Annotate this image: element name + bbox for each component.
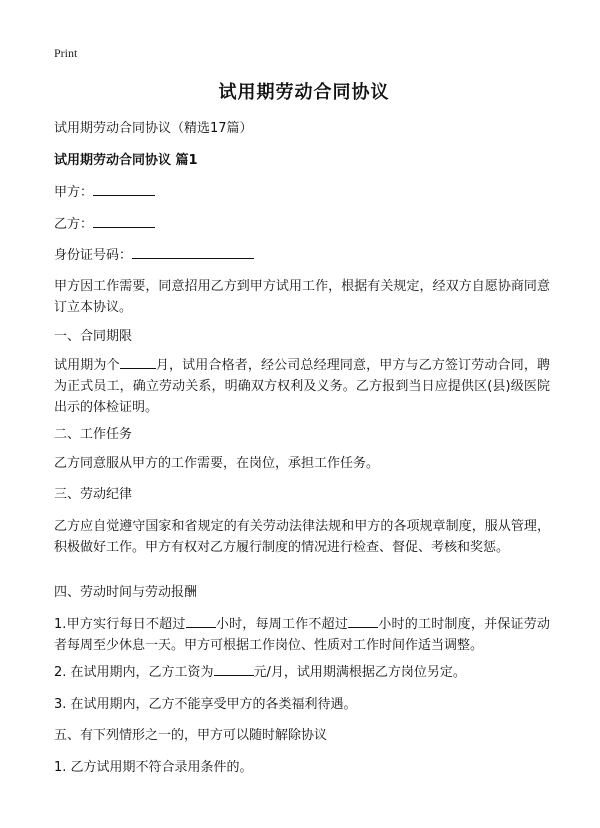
daily-hours-blank <box>186 614 216 628</box>
party-b-blank <box>93 214 155 228</box>
document-title: 试用期劳动合同协议 <box>218 82 390 103</box>
id-number-label: 身份证号码： <box>54 248 133 263</box>
probation-months-blank <box>120 355 156 369</box>
section-4-item-2 <box>54 662 550 683</box>
id-number-line <box>54 245 550 266</box>
party-b-line <box>54 214 550 235</box>
party-a-line <box>54 182 550 203</box>
section-2-heading: 二、工作任务 <box>54 427 133 442</box>
section-4-item-2-text-b: 元/月，试用期满根据乙方岗位另定。 <box>253 665 466 680</box>
section-1-paragraph <box>54 355 550 418</box>
section-5-item-1: 1. 乙方试用期不符合录用条件的。 <box>54 760 253 775</box>
section-1-text-b: 月，试用合格者，经公司总经理同意，甲方与乙方签订劳动合同，聘为正式员工，确立劳动关系，明确双方权利及义务。乙方报到当日应提供区(县)级医院出示的体检证明。 <box>54 358 550 415</box>
print-link[interactable]: Print <box>54 46 78 60</box>
intro-paragraph: 甲方因工作需要，同意招用乙方到甲方试用工作，根据有关规定，经双方自愿协商同意订立本协议。 <box>54 279 550 315</box>
id-number-blank <box>132 245 254 259</box>
section-4-item-1 <box>54 614 550 656</box>
section-5-heading: 五、有下列情形之一的，甲方可以随时解除协议 <box>54 728 328 743</box>
section-4-item-1-text-a: 1.甲方实行每日不超过 <box>54 617 186 632</box>
section-4-heading: 四、劳动时间与劳动报酬 <box>54 585 198 600</box>
salary-blank <box>214 662 254 676</box>
section-4-item-1-text-c: 小时的工时制度，并保证劳动者每周至少休息一天。甲方可根据工作岗位、性质对工作时间作适当调整。 <box>54 617 550 653</box>
section-3-heading: 三、劳动纪律 <box>54 487 133 502</box>
section-4-item-2-text-a: 2. 在试用期内，乙方工资为 <box>54 665 214 680</box>
document-subtitle: 试用期劳动合同协议（精选17篇） <box>54 121 253 136</box>
weekly-hours-blank <box>348 614 378 628</box>
section-4-item-3: 3. 在试用期内，乙方不能享受甲方的各类福利待遇。 <box>54 697 357 712</box>
section-2-paragraph: 乙方同意服从甲方的工作需要，在岗位，承担工作任务。 <box>54 456 380 471</box>
section-1-text-a: 试用期为个 <box>54 358 120 373</box>
article-heading: 试用期劳动合同协议 篇1 <box>54 153 198 168</box>
section-3-paragraph: 乙方应自觉遵守国家和省规定的有关劳动法律法规和甲方的各项规章制度，服从管理，积极做好工作。甲方有权对乙方履行制度的情况进行检查、督促、考核和奖惩。 <box>54 519 550 555</box>
section-1-heading: 一、合同期限 <box>54 329 133 344</box>
party-b-label: 乙方： <box>54 217 94 232</box>
party-a-blank <box>93 182 155 196</box>
section-4-item-1-text-b: 小时，每周工作不超过 <box>215 617 349 632</box>
party-a-label: 甲方： <box>54 185 94 200</box>
